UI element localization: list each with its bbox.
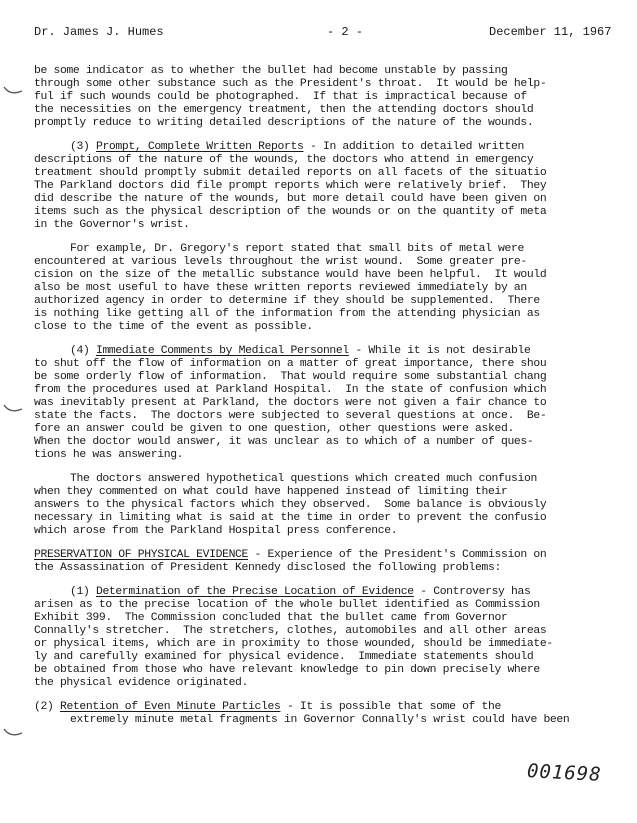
section-heading: Retention of Even Minute Particles xyxy=(59,701,281,713)
text-line: When the doctor would answer, it was unclear as to which of a number of ques- xyxy=(34,436,534,448)
letter-date: December 11, 1967 xyxy=(489,25,612,39)
section-heading: Immediate Comments by Medical Personnel xyxy=(95,345,349,357)
text-line: in the Governor's wrist. xyxy=(34,219,190,231)
text-line: promptly reduce to writing detailed descriptions of the nature of the wounds. xyxy=(34,117,534,129)
margin-mark xyxy=(2,84,28,98)
text-line: extremely minute metal fragments in Governor Connally's wrist could have been xyxy=(70,714,570,726)
text-line: state the facts. The doctors were subjected to several questions at once. Be- xyxy=(34,410,547,422)
text-line: or physical items, which are in proximity to those wounded, should be immediate- xyxy=(34,638,553,650)
text-line: be obtained from those who have relevant knowledge to pin down precisely where xyxy=(34,664,540,676)
page-header xyxy=(0,25,637,41)
text-line: cision on the size of the metallic substance would have been helpful. It would xyxy=(34,269,547,281)
text-line: answers to the physical factors which they observed. Some balance is obviously xyxy=(34,499,547,511)
text-line: arisen as to the precise location of the whole bullet identified as Commission xyxy=(34,599,540,611)
text-fragment: - It is possible that some of the xyxy=(280,701,501,713)
text-line: the Assassination of President Kennedy disclosed the following problems: xyxy=(34,562,501,574)
text-line: authorized agency in order to determine if they should be supplemented. There xyxy=(34,295,540,307)
text-line: encountered at various levels throughout the wrist wound. Some greater pre- xyxy=(34,256,527,268)
text-line: Exhibit 399. The Commission concluded that the bullet came from Governor xyxy=(34,612,508,624)
text-line: treatment should promptly submit detailed reports on all facets of the situatio xyxy=(34,167,547,179)
text-line: also be most useful to have these written reports reviewed immediately by an xyxy=(34,282,527,294)
text-line: be some orderly flow of information. That would require some substantial chang xyxy=(34,371,547,383)
section-heading: Determination of the Precise Location of Evidence xyxy=(95,586,414,598)
margin-mark xyxy=(2,402,28,416)
text-line: close to the time of the event as possible. xyxy=(34,321,313,333)
text-line: Connally's stretcher. The stretchers, clothes, automobiles and all other areas xyxy=(34,625,547,637)
text-fragment: (3) xyxy=(70,141,96,153)
text-line xyxy=(70,586,531,599)
text-line: tions he was answering. xyxy=(34,449,184,461)
text-line: ful if such wounds could be photographed. If that is impractical because of xyxy=(34,91,527,103)
document-number-stamp: 001698 xyxy=(526,760,603,786)
text-line xyxy=(34,549,546,562)
text-fragment: (4) xyxy=(70,345,96,357)
text-line: the necessities on the emergency treatment, then the attending doctors should xyxy=(34,104,534,116)
text-fragment: - In addition to detailed written xyxy=(303,141,525,153)
text-line: items such as the physical description of the wounds or on the quantity of meta xyxy=(34,206,547,218)
text-line: fore an answer could be given to one question, other questions were asked. xyxy=(34,423,514,435)
text-line xyxy=(34,701,501,714)
text-line: when they commented on what could have happened instead of limiting their xyxy=(34,486,508,498)
section-heading: PRESERVATION OF PHYSICAL EVIDENCE xyxy=(34,549,249,561)
addressee: Dr. James J. Humes xyxy=(34,25,164,39)
text-fragment: (2) xyxy=(34,701,60,713)
text-line: the physical evidence originated. xyxy=(34,677,249,689)
text-line: to shut off the flow of information on a matter of great importance, there shou xyxy=(34,358,547,370)
text-line: descriptions of the nature of the wounds, the doctors who attend in emergency xyxy=(34,154,534,166)
text-line: The doctors answered hypothetical questions which created much confusion xyxy=(70,473,537,485)
text-line: necessary in limiting what is said at the time in order to prevent the confusio xyxy=(34,512,547,524)
text-line: which arose from the Parkland Hospital press conference. xyxy=(34,525,398,537)
page-number: - 2 - xyxy=(327,25,364,39)
text-line xyxy=(70,345,531,358)
text-fragment: - Experience of the President's Commission on xyxy=(248,549,547,561)
text-fragment: - While it is not desirable xyxy=(348,345,531,357)
text-line: was inevitably present at Parkland, the doctors were not given a fair chance to xyxy=(34,397,547,409)
margin-mark xyxy=(2,726,28,740)
text-line: is nothing like getting all of the information from the attending physician as xyxy=(34,308,540,320)
text-line: For example, Dr. Gregory's report stated that small bits of metal were xyxy=(70,243,524,255)
text-line: through some other substance such as the President's throat. It would be help- xyxy=(34,78,547,90)
text-line: The Parkland doctors did file prompt reports which were relatively brief. They xyxy=(34,180,547,192)
text-line: did describe the nature of the wounds, but more detail could have been given on xyxy=(34,193,547,205)
text-line: be some indicator as to whether the bullet had become unstable by passing xyxy=(34,65,508,77)
text-line: ly and carefully examined for physical evidence. Immediate statements should xyxy=(34,651,534,663)
text-fragment: (1) xyxy=(70,586,96,598)
text-line: from the procedures used at Parkland Hospital. In the state of confusion which xyxy=(34,384,547,396)
text-fragment: - Controversy has xyxy=(413,586,531,598)
section-heading: Prompt, Complete Written Reports xyxy=(95,141,304,153)
text-line xyxy=(70,141,524,154)
